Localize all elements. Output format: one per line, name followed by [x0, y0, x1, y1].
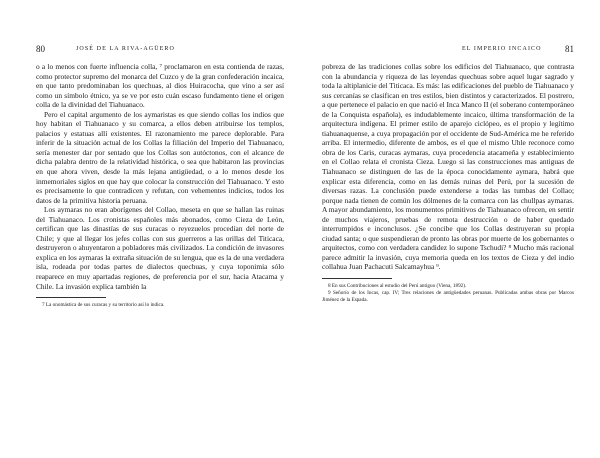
footnote: 8 En sus Contribuciones al estudio del Perú antiguo (Viena, 1892).	[328, 283, 467, 290]
running-head: EL IMPERIO INCAICO	[462, 46, 542, 52]
right-page-body	[322, 62, 574, 272]
running-head: JOSÉ DE LA RIVA-AGÜERO	[76, 46, 175, 52]
page-number: 81	[565, 44, 574, 54]
left-page-header	[36, 44, 284, 56]
footnotes	[36, 302, 284, 308]
paragraph: pobreza de las tradiciones collas sobre los edificios del Tiahuanaco, que contrasta con la abundancia y riqueza de las leyendas quechuas sobre aquel lugar sagrado y toda la altiplanicie del Titicaca. Es más: las edificaciones del pueblo de Tiahuanaco y sus cercanías se clasifican en tres estilos, bien distintos y caracterizados. El postrero, a que pertenece el palacio en que nació el Inca Manco II (el soberano contemporáneo de la Conquista española), es indudablemente incaico, última transformación de la arquitectura indígena. El primer estilo de aparejo ciclópeo, es el propio y legítimo tiahuanaquense, a cuya propagación por el occidente de Sud-América me he referido arriba. El intermedio, diferente de ambos, es el que el mismo Uhle reconoce como obra de los Caris, curacas aymaras, cuya procedencia atacameña y establecimiento en el Collao relata el cronista Cieza. Luego si las construcciones mas antiguas de Tiahuanaco se distinguen de las de la época conocidamente aymara, habrá que explicar esta diferencia, como en las demás ruinas del Perú, por la sucesión de diversas razas. La conclusión puede extenderse a todas las tumbas del Collao; porque nada tienen de común los dólmenes de la comarca con las chullpas aymaras. A mayor abundamiento, los monumentos primitivos de Tiahuanaco ofrecen, en sentir de muchos viajeros, pruebas de remota destrucción o de haber quedado interrumpidos e inconclusos. ¿Se concibe que los Collas destruyeran su propia ciudad santa; o que suspendieran de pronto las obras por muerte de los gobernantes o arquitectos, como con verdadera candidez lo supone Tschudi? ⁸ Mucho más racional parece admitir la invasión, cuya memoria queda en los textos de Cieza y del indio collahua Juan Pachacuti Salcamayhua ⁹.	[322, 62, 574, 272]
paragraph: Los aymaras no eran aborígenes del Collao, meseta en que se hallan las ruinas del Tiahuanaco. Los cronistas españoles más abonados, como Cieza de León, certifican que las dinastías de sus curacas o reyezuelos procedían del norte de Chile; y que al llegar los jefes collas con sus guerreros a las orillas del Titicaca, destruyeron o ahuyentaron a pobladores más civilizados. La condición de invasores explica en los aymaras la extraña situación de su lengua, que es la de una verdadera isla, rodeada por todas partes de dialectos quechuas, y cuya toponimia sólo reaparece en muy apartadas regiones, de preferencia por el sur, hacia Atacama y Chile. La invasión explica también la	[36, 205, 284, 291]
footnotes	[322, 283, 574, 303]
footnote: 7 La onomástica de sus curacas y su territorio así lo indica.	[42, 302, 165, 309]
footnote: 9 Señorío de los Incas, cap. IV; Tres relaciones de antigüedades peruanas. Publicadas ambas obras por Marcos Jiménez de la Espada.	[322, 290, 574, 303]
page-number: 80	[36, 44, 45, 54]
paragraph: o a lo menos con fuerte influencia colla, ⁷ proclamaron en esta contienda de razas, como protector supremo del monarca del Cuzco y de la gran confederación incaica, en que tanto predominaban los quechuas, al dios Huiracocha, que vino a ser así como un símbolo étnico, ya se ve por esto cuán escaso fundamento tiene el origen colla de la divinidad del Tiahuanaco.	[36, 62, 284, 110]
left-page-body	[36, 62, 284, 291]
paragraph: Pero el capital argumento de los aymaristas es que siendo collas los indios que hoy habitan el Tiahuanaco y su comarca, a ellos deben atribuirse los templos, palacios y estatuas allí existentes. El razonamiento me parece deplorable. Para inferir de la situación actual de los Collas la filiación del Imperio del Tiahuanaco, sería menester dar por sentado que los Collas son autóctonos, con el alcance de dicha palabra dentro de la relatividad histórica, o sea que habitaron las provincias en que ahora viven, desde la más lejana antigüedad, o a lo menos desde los inmemoriales siglos en que hay que colocar la construcción del Tiahuanaco. Y esto es precisamente lo que contradicen y refutan, con vehementes indicios, todos los datos de la primitiva historia peruana.	[36, 109, 284, 205]
footnote-rule	[322, 278, 392, 279]
right-page-header	[322, 44, 574, 56]
footnote-rule	[36, 297, 106, 298]
right-page	[300, 0, 600, 458]
